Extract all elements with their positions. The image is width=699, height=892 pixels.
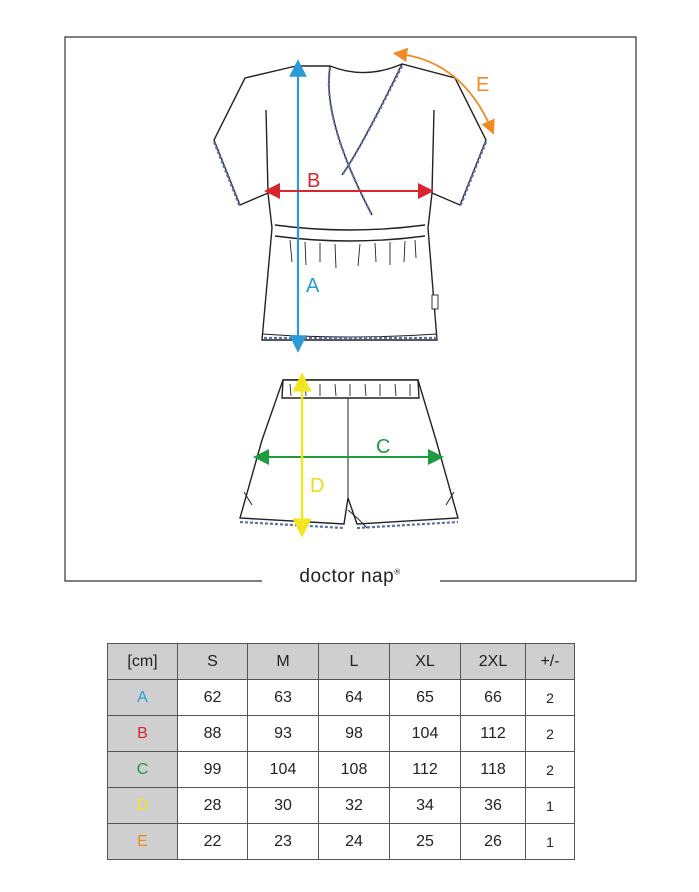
row-label-A: A (108, 680, 178, 716)
table-cell: 118 (461, 752, 526, 788)
label-D: D (310, 475, 325, 497)
table-cell: 64 (319, 680, 390, 716)
table-cell: 62 (178, 680, 248, 716)
table-cell-tolerance: 2 (526, 716, 575, 752)
table-cell: 66 (461, 680, 526, 716)
table-cell: 36 (461, 788, 526, 824)
table-cell: 25 (390, 824, 461, 860)
shorts-garment (240, 380, 458, 528)
header-size-l: L (319, 644, 390, 680)
table-cell: 23 (248, 824, 319, 860)
table-cell: 104 (390, 716, 461, 752)
label-E: E (476, 74, 490, 96)
row-label-C: C (108, 752, 178, 788)
table-cell: 26 (461, 824, 526, 860)
table-row (108, 752, 575, 788)
row-label-E: E (108, 824, 178, 860)
table-cell: 112 (461, 716, 526, 752)
table-cell-tolerance: 2 (526, 752, 575, 788)
table-cell: 88 (178, 716, 248, 752)
table-row (108, 716, 575, 752)
table-cell: 22 (178, 824, 248, 860)
table-cell: 108 (319, 752, 390, 788)
table-cell: 63 (248, 680, 319, 716)
row-label-D: D (108, 788, 178, 824)
table-cell-tolerance: 1 (526, 788, 575, 824)
table-header-row (108, 644, 575, 680)
table-cell: 65 (390, 680, 461, 716)
header-size-xl: XL (390, 644, 461, 680)
brand-text: doctor nap (299, 566, 395, 587)
table-row (108, 680, 575, 716)
table-cell: 24 (319, 824, 390, 860)
table-cell: 32 (319, 788, 390, 824)
label-A: A (306, 275, 320, 297)
label-C: C (376, 436, 391, 458)
table-cell: 30 (248, 788, 319, 824)
table-cell: 99 (178, 752, 248, 788)
label-B: B (307, 170, 321, 192)
header-size-2xl: 2XL (461, 644, 526, 680)
table-cell: 34 (390, 788, 461, 824)
table-row (108, 824, 575, 860)
brand-name (262, 566, 438, 588)
table-cell: 104 (248, 752, 319, 788)
header-unit: [cm] (108, 644, 178, 680)
row-label-B: B (108, 716, 178, 752)
top-garment (214, 64, 486, 340)
header-size-s: S (178, 644, 248, 680)
table-cell: 112 (390, 752, 461, 788)
header-size-m: M (248, 644, 319, 680)
table-cell: 98 (319, 716, 390, 752)
table-row (108, 788, 575, 824)
table-cell: 28 (178, 788, 248, 824)
table-cell: 93 (248, 716, 319, 752)
size-table (107, 643, 575, 860)
header-tolerance: +/- (526, 644, 575, 680)
registered-mark: ® (394, 567, 401, 577)
table-cell-tolerance: 2 (526, 680, 575, 716)
table-cell-tolerance: 1 (526, 824, 575, 860)
